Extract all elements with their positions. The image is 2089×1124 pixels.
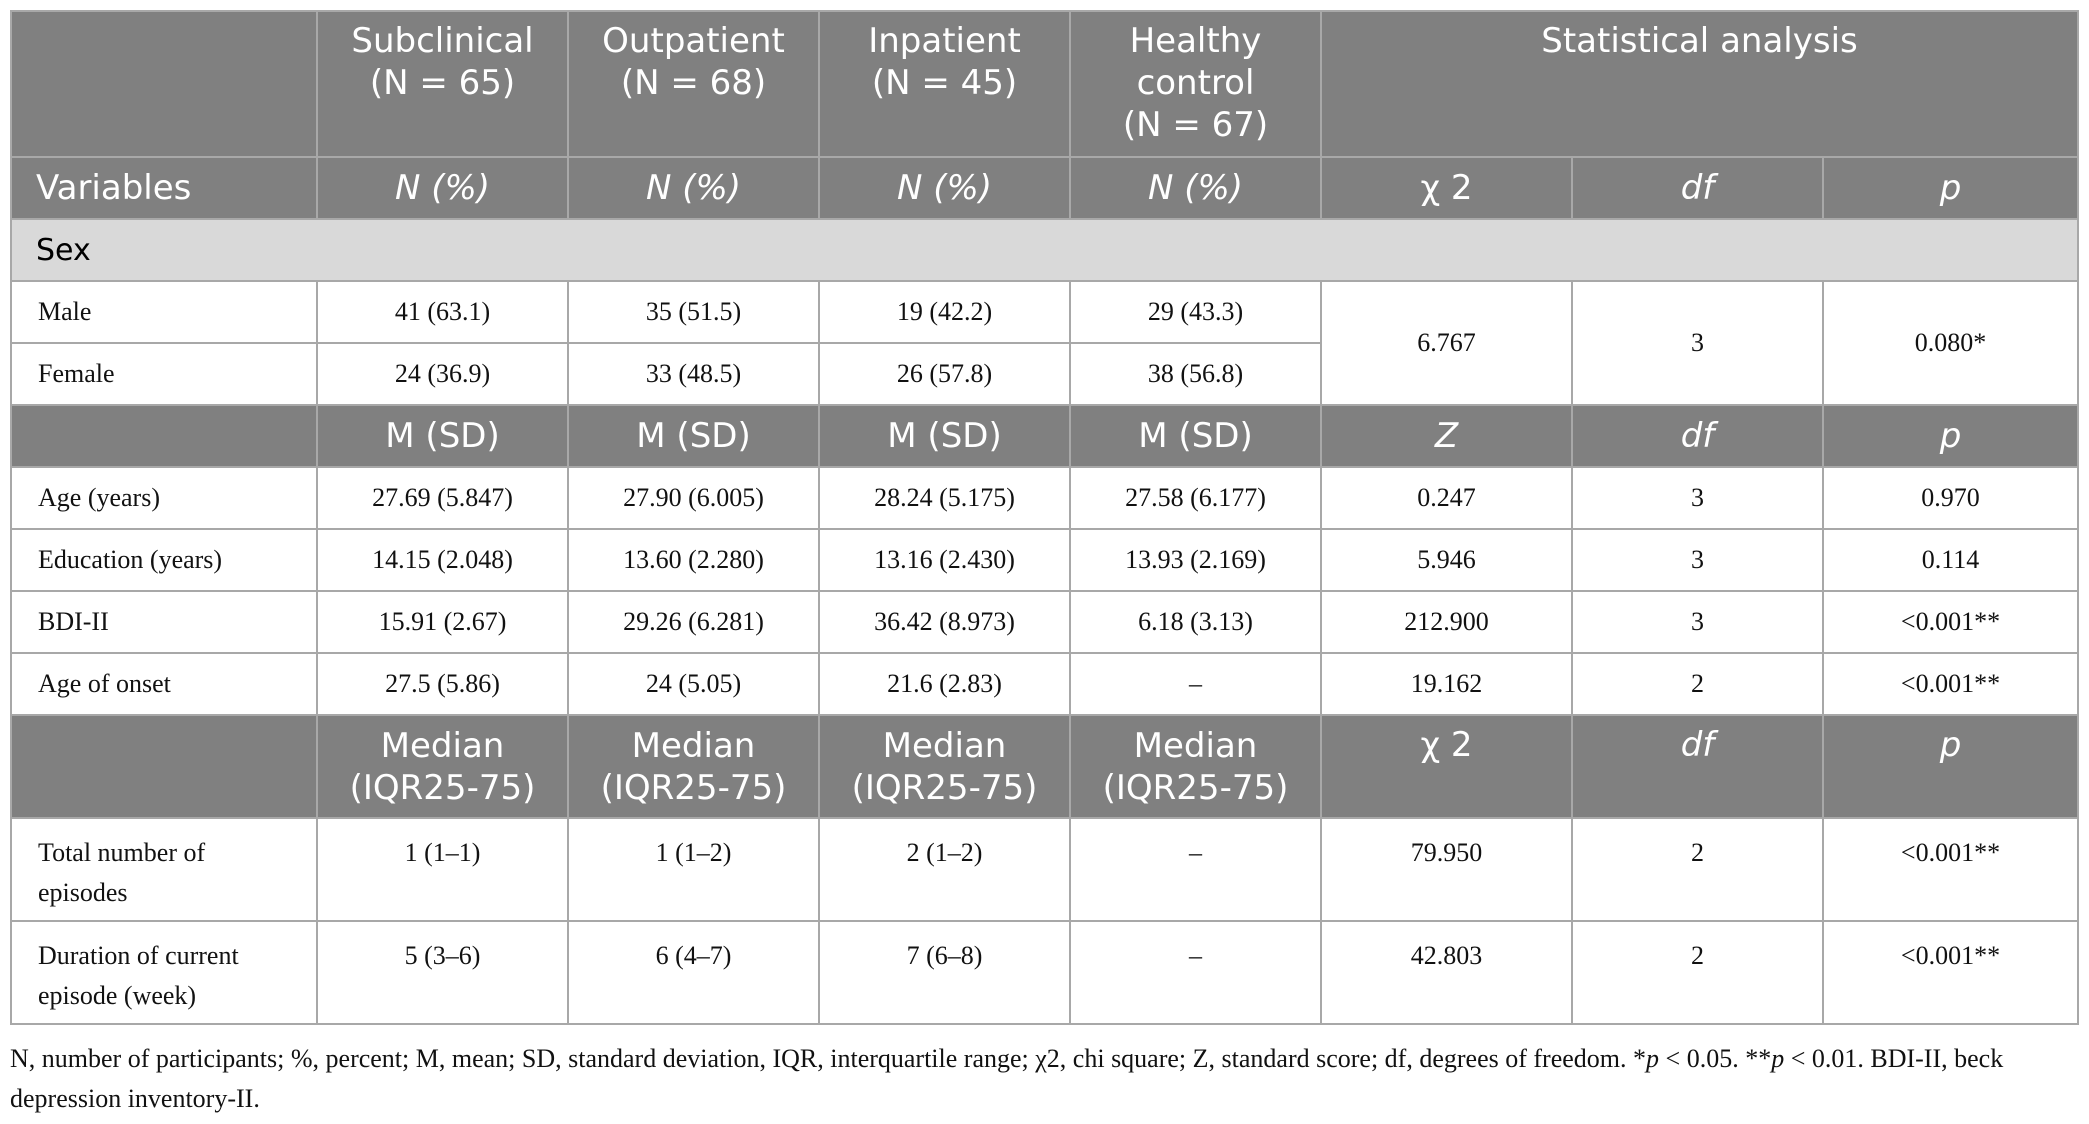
value-cell: 38 (56.8): [1070, 343, 1321, 405]
footnote-p: p: [1771, 1044, 1785, 1073]
median-header: [317, 715, 568, 818]
p-cell: <0.001**: [1823, 818, 2078, 921]
iqr-text: (IQR25-75): [1102, 767, 1289, 808]
value-cell: 35 (51.5): [568, 281, 819, 343]
variables-header: Variables: [11, 157, 317, 219]
table-row: [11, 281, 2078, 343]
iqr-text: (IQR25-75): [600, 767, 787, 808]
n-pct-text: N (%): [896, 168, 993, 208]
row-label: Female: [11, 343, 317, 405]
data-table: [10, 10, 2079, 1025]
p-text: p: [1939, 725, 1962, 765]
group-name: Subclinical: [351, 21, 534, 61]
value-cell: 13.16 (2.430): [819, 529, 1070, 591]
table-row: [11, 467, 2078, 529]
stat-cell: 6.767: [1321, 281, 1572, 405]
value-cell: 6 (4–7): [568, 921, 819, 1024]
footnote-text: < 0.05. **: [1659, 1044, 1772, 1073]
n-pct-header: [819, 157, 1070, 219]
value-cell: 27.69 (5.847): [317, 467, 568, 529]
median-text: Median: [1133, 725, 1258, 766]
value-cell: 7 (6–8): [819, 921, 1070, 1024]
value-cell: 1 (1–1): [317, 818, 568, 921]
table-container: [10, 10, 2077, 1119]
value-cell: 13.93 (2.169): [1070, 529, 1321, 591]
group-name: Healthy: [1129, 21, 1262, 61]
df-text: df: [1680, 725, 1715, 765]
n-pct-header: [1070, 157, 1321, 219]
value-cell: 33 (48.5): [568, 343, 819, 405]
value-cell: 6.18 (3.13): [1070, 591, 1321, 653]
row-label: [11, 818, 317, 921]
n-pct-text: N (%): [394, 168, 491, 208]
p-header: [1823, 157, 2078, 219]
p-cell: <0.001**: [1823, 591, 2078, 653]
value-cell: 1 (1–2): [568, 818, 819, 921]
header-row-msd: [11, 405, 2078, 467]
msd-header: M (SD): [819, 405, 1070, 467]
value-cell: 2 (1–2): [819, 818, 1070, 921]
msd-header: M (SD): [568, 405, 819, 467]
df-cell: 3: [1572, 529, 1823, 591]
header-blank-cell: [11, 11, 317, 157]
n-pct-text: N (%): [1147, 168, 1244, 208]
p-header: [1823, 405, 2078, 467]
group-header-inpatient: [819, 11, 1070, 157]
p-header: [1823, 715, 2078, 818]
df-cell: 3: [1572, 591, 1823, 653]
value-cell: 27.58 (6.177): [1070, 467, 1321, 529]
n-pct-header: [317, 157, 568, 219]
chi-square-header: χ 2: [1321, 715, 1572, 818]
footnote-text: N, number of participants; %, percent; M, mean; SD, standard deviation, IQR, interquartile range; χ2, chi square; Z, standard score; df, degrees of freedom. *: [10, 1044, 1647, 1073]
p-cell: 0.970: [1823, 467, 2078, 529]
df-text: df: [1680, 168, 1715, 208]
table-row: [11, 529, 2078, 591]
statistical-analysis-header: Statistical analysis: [1321, 11, 2078, 157]
p-cell: 0.114: [1823, 529, 2078, 591]
p-text: p: [1939, 416, 1962, 456]
value-cell: 21.6 (2.83): [819, 653, 1070, 715]
table-row: [11, 653, 2078, 715]
value-cell: –: [1070, 818, 1321, 921]
section-title-sex: Sex: [11, 219, 2078, 281]
value-cell: 24 (36.9): [317, 343, 568, 405]
section-row-sex: [11, 219, 2078, 281]
header-row-groups: [11, 11, 2078, 157]
row-label: Age (years): [11, 467, 317, 529]
n-pct-header: [568, 157, 819, 219]
stat-cell: 42.803: [1321, 921, 1572, 1024]
n-pct-text: N (%): [645, 168, 742, 208]
median-text: Median: [882, 725, 1007, 766]
msd-header: M (SD): [317, 405, 568, 467]
value-cell: 14.15 (2.048): [317, 529, 568, 591]
value-cell: 29 (43.3): [1070, 281, 1321, 343]
group-name: Inpatient: [868, 21, 1021, 61]
value-cell: 26 (57.8): [819, 343, 1070, 405]
median-text: Median: [380, 725, 505, 766]
table-row: [11, 818, 2078, 921]
value-cell: 27.5 (5.86): [317, 653, 568, 715]
header-row-variables: [11, 157, 2078, 219]
row-label: Age of onset: [11, 653, 317, 715]
stat-cell: 79.950: [1321, 818, 1572, 921]
p-cell: <0.001**: [1823, 921, 2078, 1024]
group-header-healthy-control: [1070, 11, 1321, 157]
median-header: [568, 715, 819, 818]
group-n: (N = 67): [1122, 105, 1269, 145]
group-name: Outpatient: [602, 21, 785, 61]
median-header: [1070, 715, 1321, 818]
row-label: Education (years): [11, 529, 317, 591]
df-header: [1572, 405, 1823, 467]
stat-cell: 5.946: [1321, 529, 1572, 591]
table-row: [11, 921, 2078, 1024]
df-cell: 3: [1572, 281, 1823, 405]
value-cell: 13.60 (2.280): [568, 529, 819, 591]
df-text: df: [1680, 416, 1715, 456]
median-header: [819, 715, 1070, 818]
value-cell: 28.24 (5.175): [819, 467, 1070, 529]
msd-header: M (SD): [1070, 405, 1321, 467]
value-cell: 15.91 (2.67): [317, 591, 568, 653]
value-cell: 41 (63.1): [317, 281, 568, 343]
iqr-text: (IQR25-75): [349, 767, 536, 808]
value-cell: 19 (42.2): [819, 281, 1070, 343]
median-text: Median: [631, 725, 756, 766]
header-blank-cell: [11, 405, 317, 467]
df-header: [1572, 157, 1823, 219]
row-label: Male: [11, 281, 317, 343]
p-cell: <0.001**: [1823, 653, 2078, 715]
row-label-line2: episode (week): [38, 981, 197, 1010]
group-name-line2: control: [1136, 63, 1255, 103]
stat-cell: 212.900: [1321, 591, 1572, 653]
group-header-outpatient: [568, 11, 819, 157]
stat-cell: 19.162: [1321, 653, 1572, 715]
table-row: [11, 591, 2078, 653]
footnote-p: p: [1646, 1044, 1660, 1073]
value-cell: –: [1070, 921, 1321, 1024]
group-n: (N = 65): [369, 63, 516, 103]
header-blank-cell: [11, 715, 317, 818]
row-label-line1: Total number of: [38, 838, 206, 867]
value-cell: –: [1070, 653, 1321, 715]
chi-square-header: χ 2: [1321, 157, 1572, 219]
footnote-text: < 0.01. BDI-II, beck depression inventory-II.: [10, 1044, 2004, 1113]
df-cell: 2: [1572, 818, 1823, 921]
group-n: (N = 45): [871, 63, 1018, 103]
p-cell: 0.080*: [1823, 281, 2078, 405]
table-footnote: [10, 1039, 2077, 1119]
df-cell: 3: [1572, 467, 1823, 529]
p-text: p: [1939, 168, 1962, 208]
value-cell: 27.90 (6.005): [568, 467, 819, 529]
df-header: [1572, 715, 1823, 818]
row-label-line1: Duration of current: [38, 941, 239, 970]
row-label-line2: episodes: [38, 878, 128, 907]
value-cell: 36.42 (8.973): [819, 591, 1070, 653]
row-label: [11, 921, 317, 1024]
group-header-subclinical: [317, 11, 568, 157]
df-cell: 2: [1572, 653, 1823, 715]
header-row-median: [11, 715, 2078, 818]
value-cell: 5 (3–6): [317, 921, 568, 1024]
group-n: (N = 68): [620, 63, 767, 103]
value-cell: 24 (5.05): [568, 653, 819, 715]
value-cell: 29.26 (6.281): [568, 591, 819, 653]
stat-cell: 0.247: [1321, 467, 1572, 529]
df-cell: 2: [1572, 921, 1823, 1024]
z-header: [1321, 405, 1572, 467]
iqr-text: (IQR25-75): [851, 767, 1038, 808]
z-text: Z: [1434, 416, 1459, 456]
row-label: BDI-II: [11, 591, 317, 653]
